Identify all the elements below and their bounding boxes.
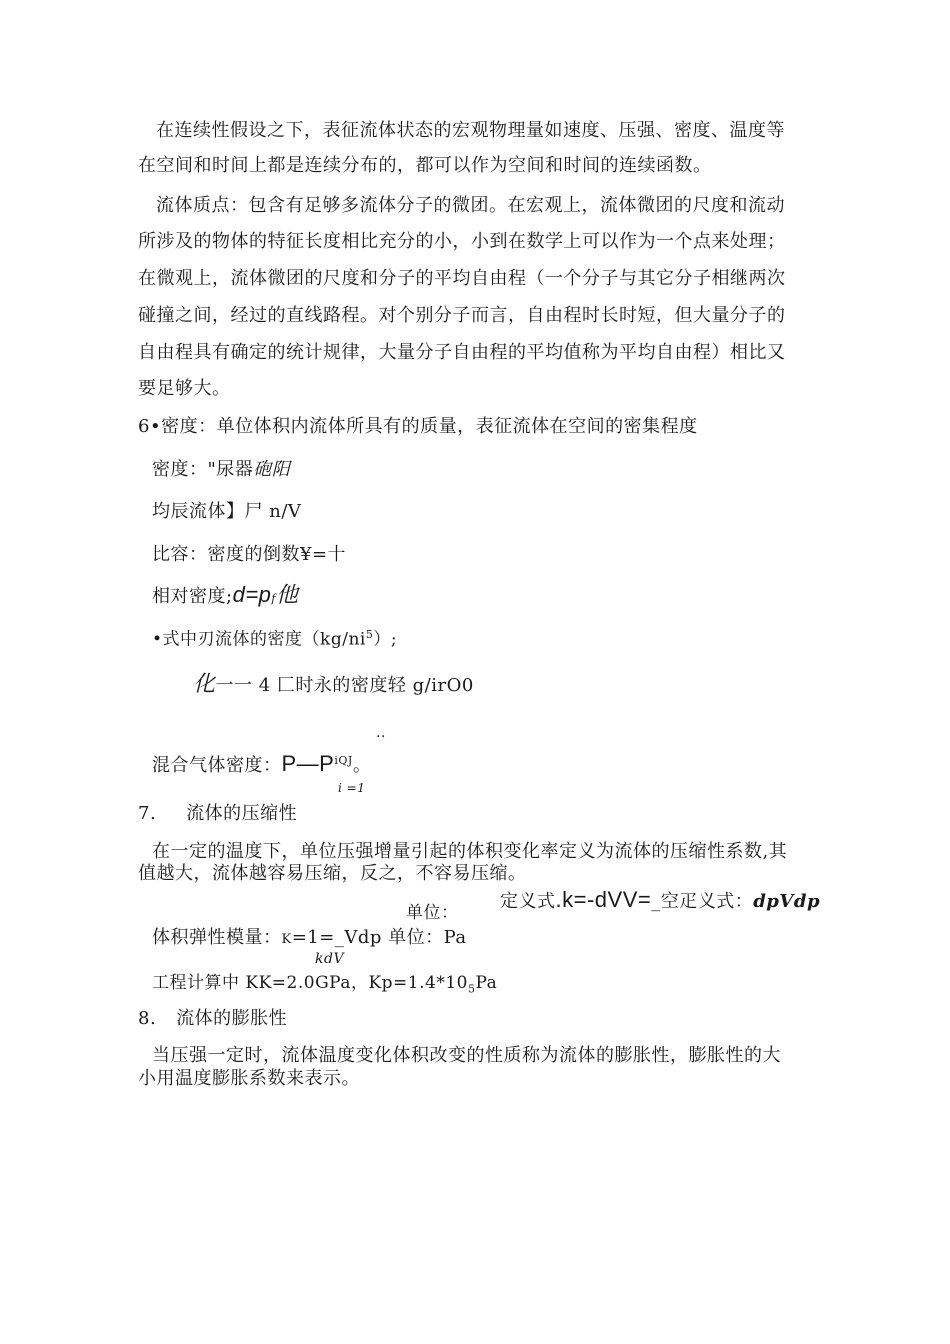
engineering-line (152, 970, 497, 1002)
specific-volume-line: 比容：密度的倒数¥=十 (152, 544, 347, 565)
bulk-modulus-formula: =1=_Vdp 单位：Pa (291, 927, 467, 948)
sec8-number: 8. (138, 1008, 157, 1029)
para2-line1: 流体质点：包含有足够多流体分子的微团。在宏观上，流体微团的尺度和流动 (156, 195, 785, 216)
mix-density-tail: 。 (352, 755, 372, 776)
uniform-fluid-line: 均辰流体】尸 n/V (152, 501, 302, 522)
definition-label: 定义式 (500, 891, 556, 912)
mix-dots: .. (376, 725, 386, 741)
sec8-title: 流体的膨胀性 (176, 1008, 288, 1029)
bulk-modulus-label: 体积弹性模量： (152, 927, 282, 948)
mix-density-formula: P—P (281, 751, 335, 776)
mix-density-superscript: iQJ (334, 754, 353, 767)
definition-tail: _空疋义式： (651, 891, 754, 912)
mix-density-subscript: i =1 (338, 781, 366, 795)
para2-line3: 在微观上，流体微团的尺度和分子的平均自由程（一个分子与其它分子相继两次 (138, 268, 786, 289)
density-definition (152, 457, 290, 483)
bulk-modulus-denominator: kdV (315, 951, 345, 967)
bulk-modulus-line (152, 925, 467, 953)
para2-line5: 自由程具有确定的统计规律，大量分子自由程的平均值称为平均自由程）相比又 (138, 342, 786, 363)
water-density-text: 一一 4 匚时永的密度轻 g/irO0 (215, 675, 474, 696)
sec7-para-line2: 值越大，流体越容易压缩，反之，不容易压缩。 (138, 863, 527, 884)
sec8-para-line2: 小用温度膨胀系数来表示。 (138, 1068, 360, 1089)
sec7-number: 7. (138, 803, 157, 824)
water-density-line (193, 672, 474, 699)
para2-line2: 所涉及的物体的特征长度相比充分的小，小到在数学上可以作为一个点来处理； (138, 231, 786, 252)
relative-density-line (152, 582, 299, 612)
relative-density-label: 相对密度; (152, 586, 233, 607)
engineering-text: 工程计算中 KK=2.0GPa，Kp=1.4*10 (152, 973, 468, 993)
mix-density-label: 混合气体密度： (152, 755, 282, 776)
definition-line (500, 887, 820, 915)
relative-density-tail: 他 (275, 583, 299, 608)
where-superscript: 5 (365, 628, 374, 641)
density-formula: "尿器 (207, 459, 254, 480)
sec7-title: 流体的压缩性 (186, 803, 298, 824)
relative-density-subscript: f (271, 592, 276, 605)
where-text: •式中刃流体的密度（kg/ni (152, 629, 366, 650)
definition-formula: .k=-dVV= (555, 887, 652, 912)
sec6-heading: 6•密度：单位体积内流体所具有的质量，表征流体在空间的密集程度 (138, 416, 698, 437)
sec8-heading (138, 1006, 287, 1032)
density-formula-italic: 砲阳 (253, 459, 291, 480)
para2-line6: 要足够大。 (138, 378, 231, 399)
water-density-italic: 化 (193, 672, 216, 697)
sec8-para-line1: 当压强一定时，流体温度变化体积改变的性质称为流体的膨胀性，膨胀性的大 (152, 1045, 781, 1066)
density-label: 密度： (152, 459, 208, 480)
sec7-para-line1: 在一定的温度下，单位压强增量引起的体积变化率定义为流体的压缩性系数,其 (152, 841, 788, 862)
definition-italic: dpVdp (753, 891, 821, 912)
bulk-modulus-k: K (281, 932, 292, 947)
relative-density-formula: d=p (232, 582, 272, 607)
where-tail: ）; (373, 629, 398, 650)
para2-line4: 碰撞之间，经过的直线路程。对个别分子而言，自由程时长时短，但大量分子的 (138, 305, 786, 326)
para1-line2: 在空间和时间上都是连续分布的，都可以作为空间和时间的连续函数。 (138, 155, 712, 176)
engineering-unit: Pa (475, 973, 498, 993)
unit-label: 单位： (406, 903, 459, 923)
sec7-heading (138, 801, 297, 827)
para1-line1: 在连续性假设之下，表征流体状态的宏观物理量如速度、压强、密度、温度等 (156, 120, 785, 141)
where-line (152, 622, 397, 653)
engineering-subscript: 5 (467, 982, 476, 996)
